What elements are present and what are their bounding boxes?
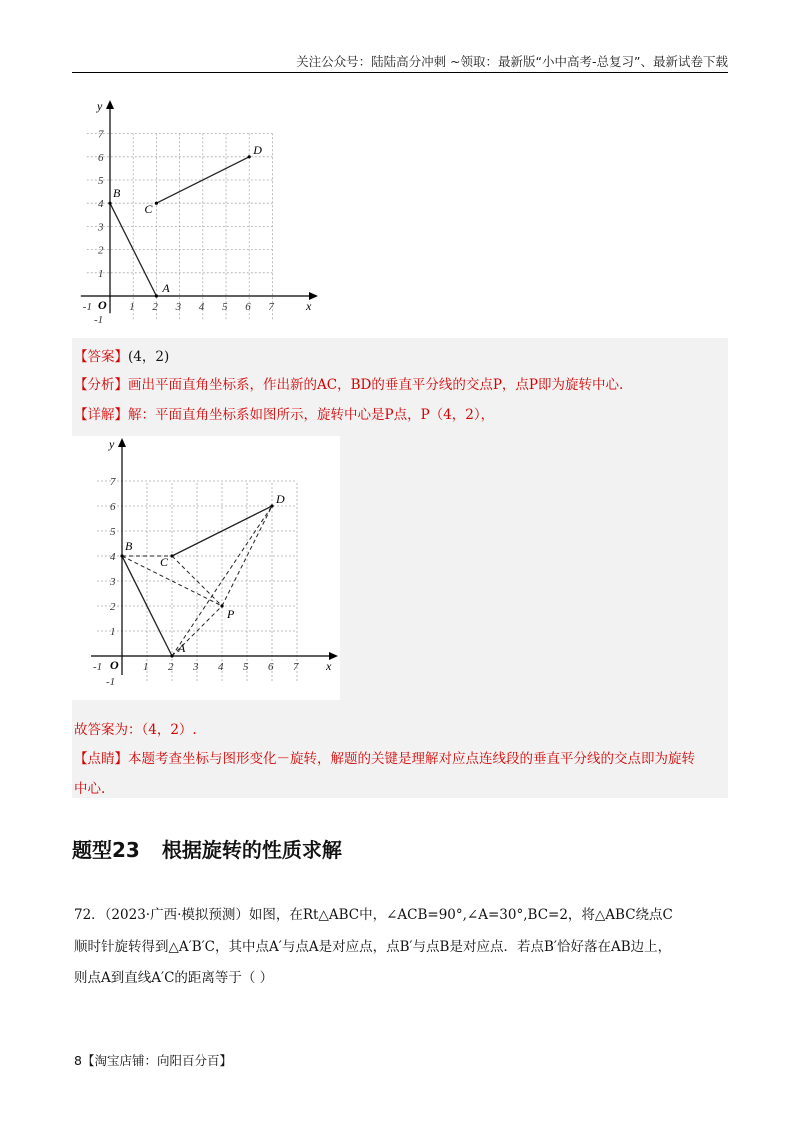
x-tick-label: 5 — [243, 661, 249, 673]
point-C — [170, 554, 173, 557]
y-tick-label: 3 — [110, 576, 116, 588]
point-D — [248, 155, 251, 158]
x-tick-label: 1 — [129, 301, 135, 313]
section-number: 题型23 — [72, 838, 140, 862]
y-axis-label: y — [97, 99, 103, 113]
y-tick-label: 3 — [98, 221, 104, 234]
question-line-1: 72．（2023·广西·模拟预测）如图，在Rt△ABC中，∠ACB=90°,∠A=30°,BC=2，将△ABC绕点C — [74, 907, 673, 923]
y-axis-arrow — [118, 438, 126, 447]
y-axis-arrow — [106, 100, 114, 109]
x-tick-label: 2 — [168, 661, 174, 673]
comment-text-1: 本题考查坐标与图形变化－旋转，解题的关键是理解对应点连线段的垂直平分线的交点即为旋转 — [128, 751, 695, 767]
detail-line — [74, 403, 494, 423]
x-tick-label: 3 — [193, 661, 199, 673]
x-tick-label: 4 — [198, 301, 205, 313]
header-rule — [72, 72, 728, 73]
y-tick-label: 5 — [110, 526, 116, 538]
detail-text: 解：平面直角坐标系如图所示，旋转中心是P点，P（4，2）， — [128, 407, 495, 423]
point-A — [170, 654, 173, 657]
y-tick-label: 4 — [110, 551, 116, 563]
coordinate-figure-2 — [72, 436, 340, 700]
y-tick-label: -1 — [94, 314, 104, 327]
answer-value: (4，2) — [128, 349, 170, 365]
point-C — [155, 202, 158, 205]
y-tick-label: 7 — [110, 476, 116, 488]
x-tick-label: 3 — [175, 301, 182, 313]
x-tick-label: 6 — [245, 301, 251, 313]
analysis-label: 【分析】 — [74, 377, 128, 393]
y-tick-label: 1 — [98, 267, 104, 280]
point-B — [120, 554, 123, 557]
y-tick-label: 1 — [110, 626, 116, 638]
question-line-3: 则点A到直线A′C的距离等于（ ） — [74, 970, 274, 986]
point-label-A: A — [162, 281, 170, 295]
coordinate-figure-1 — [80, 98, 320, 334]
final-answer: 故答案为：（4，2）. — [74, 722, 197, 738]
x-tick-label: -1 — [82, 301, 92, 313]
question-line-2: 顺时针旋转得到△A′B′C，其中点A′与点A是对应点，点B′与点B是对应点．若点B′恰好落在AB边上， — [74, 939, 672, 955]
point-label-B: B — [113, 186, 121, 201]
answer-label: 【答案】 — [74, 349, 128, 365]
point-D — [270, 504, 273, 507]
detail-label: 【详解】 — [74, 407, 128, 423]
y-tick-label: 4 — [98, 198, 104, 211]
solution-panel-strip — [340, 436, 728, 700]
x-tick-label: 1 — [143, 661, 149, 673]
analysis-line — [74, 373, 623, 393]
origin-label: O — [98, 298, 107, 312]
comment-label: 【点睛】 — [74, 751, 128, 767]
y-tick-label: 6 — [110, 501, 116, 513]
y-tick-label: 2 — [98, 244, 104, 257]
section-title: 根据旋转的性质求解 — [161, 838, 342, 862]
y-tick-label: 5 — [98, 175, 104, 187]
point-label-D: D — [253, 142, 262, 157]
section-heading — [72, 834, 342, 863]
x-axis-label: x — [306, 299, 312, 313]
point-label-B: B — [125, 539, 133, 553]
x-tick-label: 5 — [222, 301, 228, 313]
y-tick-label: -1 — [106, 676, 116, 688]
point-label-C: C — [144, 202, 153, 217]
point-A — [155, 294, 158, 297]
point-label-P: P — [227, 607, 235, 621]
point-label-A: A — [178, 641, 186, 655]
page-header: 关注公众号：陆陆高分冲刺 ~领取：最新版“小中高考-总复习”、最新试卷下载 — [296, 54, 728, 69]
point-label-C: C — [160, 555, 169, 569]
point-P — [220, 604, 223, 607]
point-B — [108, 202, 111, 205]
x-axis-label: x — [326, 659, 332, 673]
origin-label: O — [110, 658, 119, 672]
comment-line-1 — [74, 747, 695, 767]
x-tick-label: -1 — [93, 661, 103, 673]
x-tick-label: 4 — [218, 661, 224, 673]
x-tick-label: 6 — [268, 661, 274, 673]
answer-line — [74, 345, 169, 365]
analysis-text: 画出平面直角坐标系，作出新的AC，BD的垂直平分线的交点P，点P即为旋转中心. — [128, 377, 624, 393]
x-tick-label: 2 — [152, 301, 158, 313]
comment-line-2: 中心. — [74, 781, 106, 797]
y-tick-label: 7 — [98, 128, 104, 141]
page-footer: 8【淘宝店铺：向阳百分百】 — [74, 1053, 232, 1068]
y-tick-label: 6 — [98, 151, 104, 164]
x-tick-label: 7 — [293, 661, 299, 673]
x-tick-label: 7 — [268, 301, 274, 313]
y-tick-label: 2 — [110, 601, 116, 613]
y-axis-label: y — [109, 437, 115, 451]
point-label-D: D — [276, 492, 285, 506]
